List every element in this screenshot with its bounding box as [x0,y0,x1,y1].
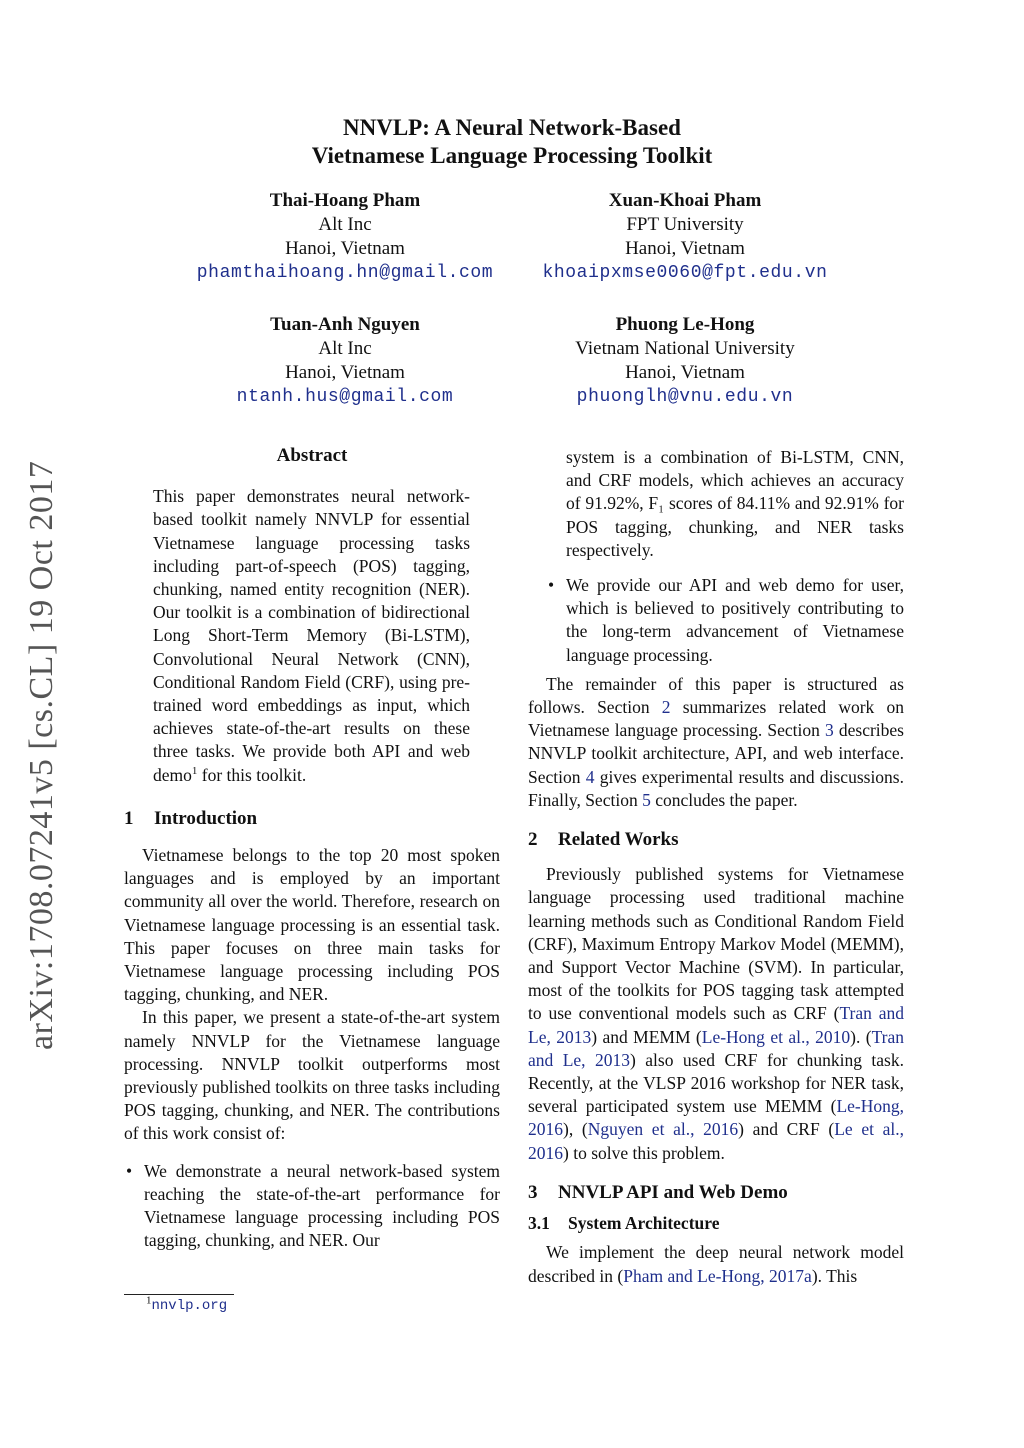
title-line-1: NNVLP: A Neural Network-Based [343,115,681,140]
contribution-list-cont [528,574,904,667]
abstract-text: This paper demonstrates neural network-based toolkit namely NNVLP for essential Vietnamese language processing tasks including part-of-speech (POS) tagging, chunking, named entity recognition (NER). Our toolkit is a combination of bidirectional Long Short-Term Memory (Bi-LSTM), Convolutional Neural Network (CNN), Conditional Random Field (CRF), using pre-trained word embeddings as input, which achieves state-of-the-art results on these three tasks. We provide both API and web demo$^1$ for this toolkit. [153,486,470,785]
paper-title [0,114,1024,170]
intro-paragraph-1: Vietnamese belongs to the top 20 most spoken languages and is employed by an important community all over the world. Therefore, research on Vietnamese language processing is an essential task. This paper focuses on three main tasks for Vietnamese language processing including POS tagging, chunking, and NER. [124,845,500,1005]
author-affiliation: Alt Inc [318,214,372,235]
footnote-link[interactable]: nnvlp.org [151,1298,228,1314]
left-column [124,444,500,1253]
author-email[interactable]: khoaipxmse0060@fpt.edu.vn [542,263,828,283]
citation-link[interactable]: Nguyen et al., 2016 [587,1119,739,1140]
architecture-paragraph: We implement the deep neural network model described in (Pham and Le-Hong, 2017a). This [528,1242,904,1286]
author-affiliation: Alt Inc [318,338,372,359]
author-block-2 [510,189,860,285]
intro-paragraph-2: In this paper, we present a state-of-the-art system namely NNVLP for the Vietnamese language processing. NNVLP toolkit outperforms most previously published toolkits on three tasks including POS tagging, chunking, and NER. The contributions of this work consist of: [124,1007,500,1144]
author-block-4 [510,313,860,409]
citation-link[interactable]: Pham and Le-Hong, 2017a [623,1265,812,1286]
section-introduction-heading: 1 Introduction [124,807,258,829]
list-item: • We provide our API and web demo for user, which is believed to positively contributing to the long-term advancement of Vietnamese language processing. [546,574,904,667]
footnote: $^1$nnvlp.org [146,1294,228,1314]
section-related-works-heading: 2 Related Works [528,829,679,851]
remainder-paragraph: The remainder of this paper is structured as follows. Section 2 summarizes related work on Vietnamese language processing. Section 3 describes NNVLP toolkit architecture, API, and web interface. Section 4 gives experimental results and discussions. Finally, Section 5 concludes the paper. [528,673,904,810]
section-ref-link[interactable]: 4 [585,766,595,787]
author-name: Phuong Le-Hong [615,314,755,335]
author-name: Xuan-Khoai Pham [608,190,762,211]
author-affiliation: FPT University [626,214,744,235]
title-line-2: Vietnamese Language Processing Toolkit [311,143,713,168]
abstract-heading: Abstract [276,445,348,466]
citation-link[interactable]: Le-Hong et al., 2010 [701,1026,851,1047]
related-works-paragraph: Previously published systems for Vietnamese language processing used traditional machine learning methods such as Conditional Random Field (CRF), Maximum Entropy Markov Model (MEMM), and Support Vector Machine (SVM). In particular, most of the toolkits for POS tagging task attempted to use conventional models such as CRF (Tran and Le, 2013) and MEMM (Le-Hong et al., 2010). (Tran and Le, 2013) also used CRF for chunking task. Recently, at the VLSP 2016 workshop for NER task, several participated system use MEMM (Le-Hong, 2016), (Nguyen et al., 2016) and CRF (Le et al., 2016) to solve this problem. [528,864,905,1163]
author-email[interactable]: phamthaihoang.hn@gmail.com [196,263,494,283]
right-column [528,446,904,1288]
section-ref-link[interactable]: 3 [824,720,834,741]
author-location: Hanoi, Vietnam [625,362,745,383]
author-affiliation: Vietnam National University [575,338,795,359]
footnote-mark[interactable]: 1 [191,764,198,777]
citation-link[interactable]: Le-Hong, 2016 [528,1096,904,1140]
author-location: Hanoi, Vietnam [285,362,405,383]
author-location: Hanoi, Vietnam [285,238,405,259]
citation-link[interactable]: Tran and Le, 2013 [528,1026,904,1070]
citation-link[interactable]: Tran and Le, 2013 [528,1003,904,1047]
author-email[interactable]: phuonglh@vnu.edu.vn [576,387,794,407]
author-name: Tuan-Anh Nguyen [270,314,420,335]
section-ref-link[interactable]: 2 [661,697,671,718]
citation-link[interactable]: Le et al., 2016 [528,1119,905,1163]
footnote-divider [124,1294,234,1295]
author-block-1 [160,189,530,285]
section-api-heading: 3 NNVLP API and Web Demo [528,1181,788,1203]
section-ref-link[interactable]: 5 [642,789,651,810]
subsection-architecture-heading: 3.1 System Architecture [528,1213,720,1234]
arxiv-identifier: arXiv:1708.07241v5 [cs.CL] 19 Oct 2017 [23,460,60,1050]
author-location: Hanoi, Vietnam [625,238,745,259]
contribution-list [124,1160,500,1253]
author-name: Thai-Hoang Pham [269,190,421,211]
bullet-continuation: system is a combination of Bi-LSTM, CNN, and CRF models, which achieves an accuracy of 91.92%, F₁ scores of 84.11% and 92.91% for POS tagging, chunking, and NER tasks respectively. [566,447,904,560]
author-email[interactable]: ntanh.hus@gmail.com [236,387,454,407]
author-block-3 [160,313,530,409]
list-item: • We demonstrate a neural network-based system reaching the state-of-the-art performance for Vietnamese language processing including POS tagging, chunking, and NER. Our [124,1160,500,1253]
